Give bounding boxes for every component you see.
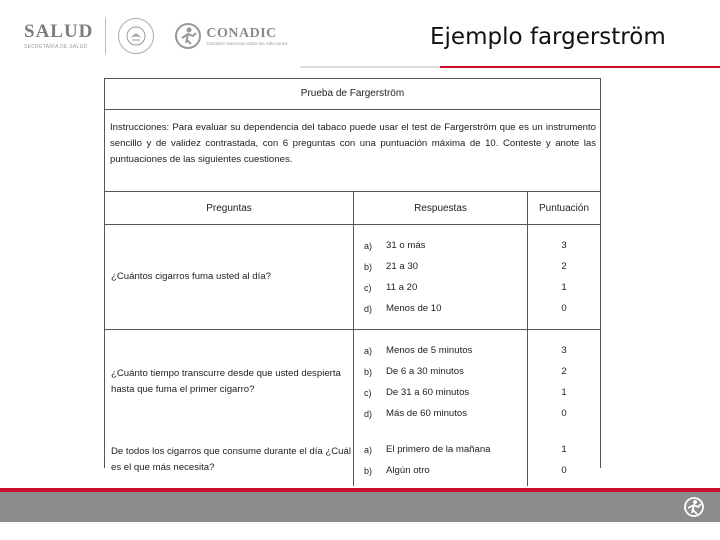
- conadic-figure-icon: [174, 22, 202, 50]
- document-title: Prueba de Fargerström: [105, 79, 600, 110]
- answer-letter: a): [364, 444, 373, 455]
- conadic-footer-icon: [682, 496, 706, 518]
- table-row: [105, 225, 600, 330]
- list-item: [354, 361, 527, 382]
- answer-text: De 31 a 60 minutos: [386, 387, 470, 398]
- list-item: [354, 382, 527, 403]
- table-row: [105, 330, 600, 435]
- answer-letter: d): [364, 408, 373, 419]
- answer-text: Menos de 5 minutos: [386, 345, 473, 356]
- answer-text: 31 o más: [386, 240, 426, 251]
- list-item: [354, 439, 527, 460]
- list-item: [354, 460, 527, 481]
- answer-score: 2: [561, 261, 567, 272]
- answer-score: 1: [561, 282, 567, 293]
- header-logos: [24, 14, 287, 58]
- national-seal-icon: [118, 18, 154, 54]
- conadic-logo-text: CONADIC: [206, 26, 277, 41]
- salud-logo-subtext: SECRETARÍA DE SALUD: [24, 44, 88, 50]
- slide-title: Ejemplo fargerström: [430, 24, 666, 50]
- answer-score: 0: [561, 465, 567, 476]
- answer-text: De 6 a 30 minutos: [386, 366, 464, 377]
- questions-table: [105, 192, 600, 486]
- list-item: [354, 277, 527, 298]
- list-item: [354, 298, 527, 319]
- answer-text: Más de 60 minutos: [386, 408, 468, 419]
- answer-letter: c): [364, 387, 372, 398]
- answer-letter: b): [364, 261, 373, 272]
- list-item: [354, 340, 527, 361]
- salud-logo: [24, 22, 93, 50]
- answer-letter: b): [364, 465, 373, 476]
- conadic-logo-subtext: Comisión Nacional contra las Adicciones: [206, 41, 288, 46]
- answer-text: 11 a 20: [386, 282, 418, 293]
- header-questions: Preguntas: [105, 192, 354, 225]
- list-item: [354, 235, 527, 256]
- footer-accent-line: [0, 488, 720, 492]
- answer-text: El primero de la mañana: [386, 444, 491, 455]
- instructions-text: Instrucciones: Para evaluar su dependencia del tabaco puede usar el test de Fargerström que es un instrumento sencillo y de validez contrastada, con 6 preguntas con una puntuación máxima de 10. Conteste y anote las puntuaciones de las siguientes cuestiones.: [105, 110, 600, 192]
- answer-letter: a): [364, 240, 373, 251]
- answer-score: 2: [561, 366, 567, 377]
- header-score: Puntuación: [528, 192, 601, 225]
- logo-divider: [105, 18, 106, 54]
- answer-score: 1: [561, 387, 567, 398]
- answer-text: Algún otro: [386, 465, 430, 476]
- answer-score: 1: [561, 444, 567, 455]
- answer-letter: b): [364, 366, 373, 377]
- answer-letter: a): [364, 345, 373, 356]
- answer-letter: d): [364, 303, 373, 314]
- answer-score: 0: [561, 303, 567, 314]
- question-text: De todos los cigarros que consume durante el día ¿Cuál es el que más necesita?: [111, 446, 351, 473]
- header-answers: Respuestas: [354, 192, 528, 225]
- conadic-logo: [174, 22, 287, 50]
- title-underline: [300, 64, 720, 70]
- footer-bar: [0, 488, 720, 522]
- answer-score: 3: [561, 345, 567, 356]
- answer-text: Menos de 10: [386, 303, 442, 314]
- question-text: ¿Cuántos cigarros fuma usted al día?: [111, 271, 271, 282]
- fagerstrom-test-document: [104, 78, 601, 476]
- list-item: [354, 403, 527, 424]
- table-header-row: [105, 192, 600, 225]
- list-item: [354, 256, 527, 277]
- answer-letter: c): [364, 282, 372, 293]
- answer-text: 21 a 30: [386, 261, 419, 272]
- table-row: [105, 434, 600, 486]
- question-text: ¿Cuánto tiempo transcurre desde que usted despierta hasta que fuma el primer cigarro?: [111, 368, 341, 395]
- answer-score: 0: [561, 408, 567, 419]
- answer-score: 3: [561, 240, 567, 251]
- salud-logo-text: SALUD: [24, 21, 94, 42]
